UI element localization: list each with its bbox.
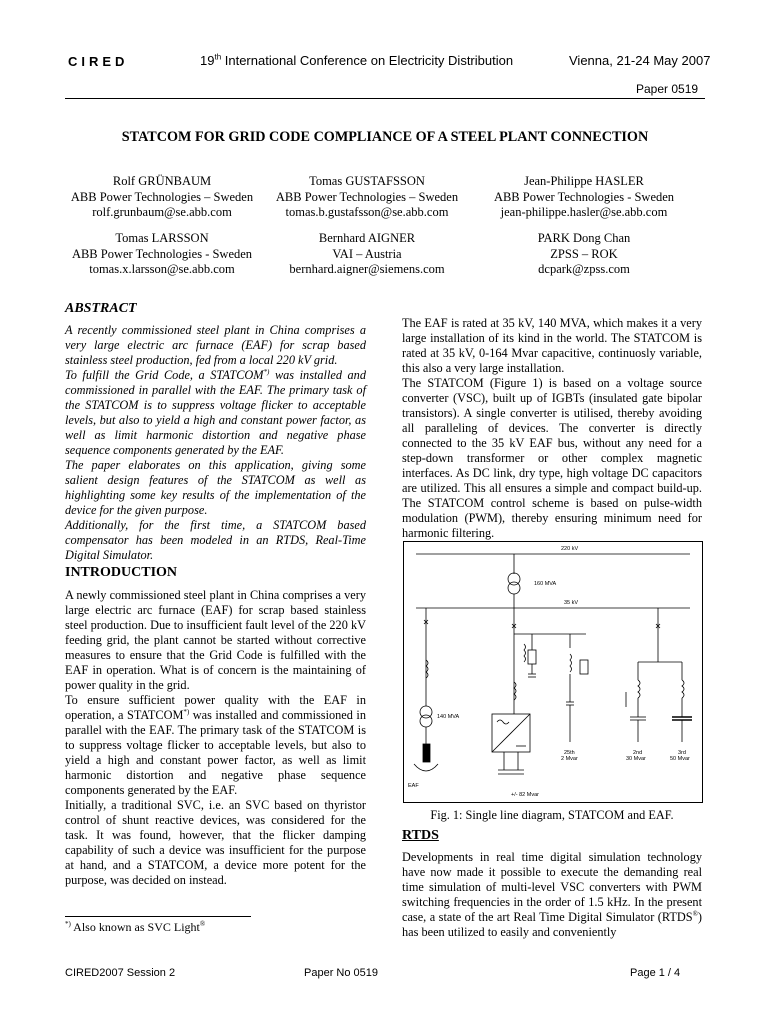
author-name: Rolf GRÜNBAUM xyxy=(112,174,212,188)
footnote-divider xyxy=(65,916,251,917)
eaf-transformer-label: 140 MVA xyxy=(437,714,460,720)
author-affiliation: ABB Power Technologies – Sweden xyxy=(275,189,459,204)
abstract-paragraph: A recently commissioned steel plant in China comprises a very large electric arc furnace (EAF) for scrap based stainless steel production, fed from a local 220 kV grid. xyxy=(65,323,366,367)
filter-2nd-label: 2nd xyxy=(633,750,643,756)
eaf-electrode xyxy=(423,744,430,762)
author-block xyxy=(62,174,262,221)
author-affiliation: ABB Power Technologies - Sweden xyxy=(493,189,675,204)
header-divider xyxy=(65,98,705,99)
intro-paragraph: Initially, a traditional SVC, i.e. an SVC based on thyristor control of shunt reactive devices, was considered for the task. It was found, however, that the flicker damping capability of such a device was insufficient for the purpose at hand, and a STATCOM, a device more potent for the purpose, was decided on instead. xyxy=(65,798,366,887)
abstract-paragraph: Additionally, for the first time, a STATCOM based compensator has been modeled in an RTDS, Real-Time Digital Simulator. xyxy=(65,518,366,562)
paper-number: Paper 0519 xyxy=(636,82,699,96)
author-affiliation: ABB Power Technologies - Sweden xyxy=(71,246,253,261)
figure-caption: Fig. 1: Single line diagram, STATCOM and EAF. xyxy=(430,808,674,822)
right-column-body xyxy=(402,316,702,541)
author-block xyxy=(484,231,684,278)
filter-3rd-rating: 50 Mvar xyxy=(670,756,690,762)
intro-paragraph: A newly commissioned steel plant in China comprises a very large electric arc furnace (EAF) for scrap based stainless steel production. Due to insufficient fault level of the 220 kV feeding grid, the plant cannot be started without corrective measures to ensure that the Grid Code is fulfilled with the EAF in operation. What is of concern is the maintaining of power quality in the grid. xyxy=(65,588,366,692)
conference-venue: Vienna, 21-24 May 2007 xyxy=(569,53,711,68)
author-email: bernhard.aigner@siemens.com xyxy=(289,262,445,276)
author-affiliation: ZPSS – ROK xyxy=(550,246,618,261)
author-block xyxy=(62,231,262,278)
introduction-body xyxy=(65,588,366,888)
author-affiliation: ABB Power Technologies – Sweden xyxy=(70,189,254,204)
author-email: tomas.b.gustafsson@se.abb.com xyxy=(285,205,449,219)
eaf-furnace-icon xyxy=(414,764,438,771)
rtds-paragraph: Developments in real time digital simulation technology have now made it possible to execute the demanding real time simulation of multi-level VSC converters with PWM switching frequencies in the order of 1.5 kHz. In the present case, a state of the art Real Time Digital Simulator (RTDS®) has been utilized to easily and conveniently xyxy=(402,850,702,939)
author-block xyxy=(484,174,684,221)
author-name: Jean-Philippe HASLER xyxy=(524,174,644,188)
author-affiliation: VAI – Austria xyxy=(332,246,402,261)
paper-title: STATCOM FOR GRID CODE COMPLIANCE OF A STEEL PLANT CONNECTION xyxy=(121,129,649,145)
filter-2nd-rating: 30 Mvar xyxy=(626,756,646,762)
filter-3rd-label: 3rd xyxy=(678,750,686,756)
rtds-body xyxy=(402,850,702,940)
abstract-paragraph: The paper elaborates on this application, giving some salient design features of the STATCOM as well as highlighting some key results of the implementation of the device for the given purpose. xyxy=(65,458,366,517)
author-name: Tomas LARSSON xyxy=(115,231,209,245)
author-block xyxy=(267,174,467,221)
body-paragraph: The STATCOM (Figure 1) is based on a voltage source converter (VSC), built up of IGBTs (insulated gate bipolar transistors). A single converter is utilised, thereby avoiding all paralleling of devices. The converter is directly connected to the 35 kV EAF bus, without any need for a step-down transformer or other complex magnetic interfaces. As DC link, dry type, high voltage DC capacitors are utilized. This all ensures a simple and compact build-up. The STATCOM control scheme is based on pulse-width modulation (PWM), thereby ensuring minimum need for harmonic filtering. xyxy=(402,376,702,540)
bus-35-label: 35 kV xyxy=(564,600,579,606)
author-name: Tomas GUSTAFSSON xyxy=(309,174,425,188)
author-name: Bernhard AIGNER xyxy=(318,231,416,245)
author-email: tomas.x.larsson@se.abb.com xyxy=(89,262,235,276)
footnote: *) Also known as SVC Light® xyxy=(65,920,206,934)
statcom-rating-label: +/- 82 Mvar xyxy=(511,792,539,798)
body-paragraph: The EAF is rated at 35 kV, 140 MVA, which makes it a very large installation of its kind in the world. The STATCOM is rated at 35 kV, 0-164 Mvar capacitive, continuosly variable, this also a very large installation. xyxy=(402,316,702,375)
abstract-body xyxy=(65,323,366,563)
footer-page: Page 1 / 4 xyxy=(630,967,681,979)
rtds-heading: RTDS xyxy=(402,828,439,843)
author-block xyxy=(267,231,467,278)
abstract-paragraph: To fulfill the Grid Code, a STATCOM*) was installed and commissioned in parallel with the EAF. The primary task of the STATCOM is to suppress voltage flicker to acceptable levels, but also to yield a high and constant power factor, as well as limit harmonic distortion and negative phase sequence components generated by the EAF. xyxy=(65,367,366,457)
introduction-heading: INTRODUCTION xyxy=(65,565,178,580)
author-name: PARK Dong Chan xyxy=(537,231,631,245)
author-email: rolf.grunbaum@se.abb.com xyxy=(92,205,232,219)
author-email: jean-philippe.hasler@se.abb.com xyxy=(500,205,668,219)
filter-25th-label: 25th xyxy=(564,750,575,756)
conference-name: 19th International Conference on Electricity Distribution xyxy=(200,52,514,68)
abstract-heading: ABSTRACT xyxy=(65,301,137,316)
eaf-label: EAF xyxy=(408,783,419,789)
transformer-label: 160 MVA xyxy=(534,581,557,587)
single-line-diagram xyxy=(403,541,703,803)
footer-session: CIRED2007 Session 2 xyxy=(65,967,176,979)
bus-220-label: 220 kV xyxy=(561,546,579,552)
footer-paper-no: Paper No 0519 xyxy=(304,967,378,979)
author-email: dcpark@zpss.com xyxy=(538,262,630,276)
filter-resistor-icon xyxy=(528,650,536,664)
filter-25th-rating: 2 Mvar xyxy=(561,756,578,762)
intro-paragraph: To ensure sufficient power quality with the EAF in operation, a STATCOM*) was installed and commissioned in parallel with the EAF. The primary task of the STATCOM is to suppress voltage flicker to acceptable levels, but also to yield a high and constant power factor, as well as limit harmonic distortion and negative phase sequence components generated by the EAF. xyxy=(65,693,366,797)
conference-logo-text: CIRED xyxy=(68,54,129,69)
